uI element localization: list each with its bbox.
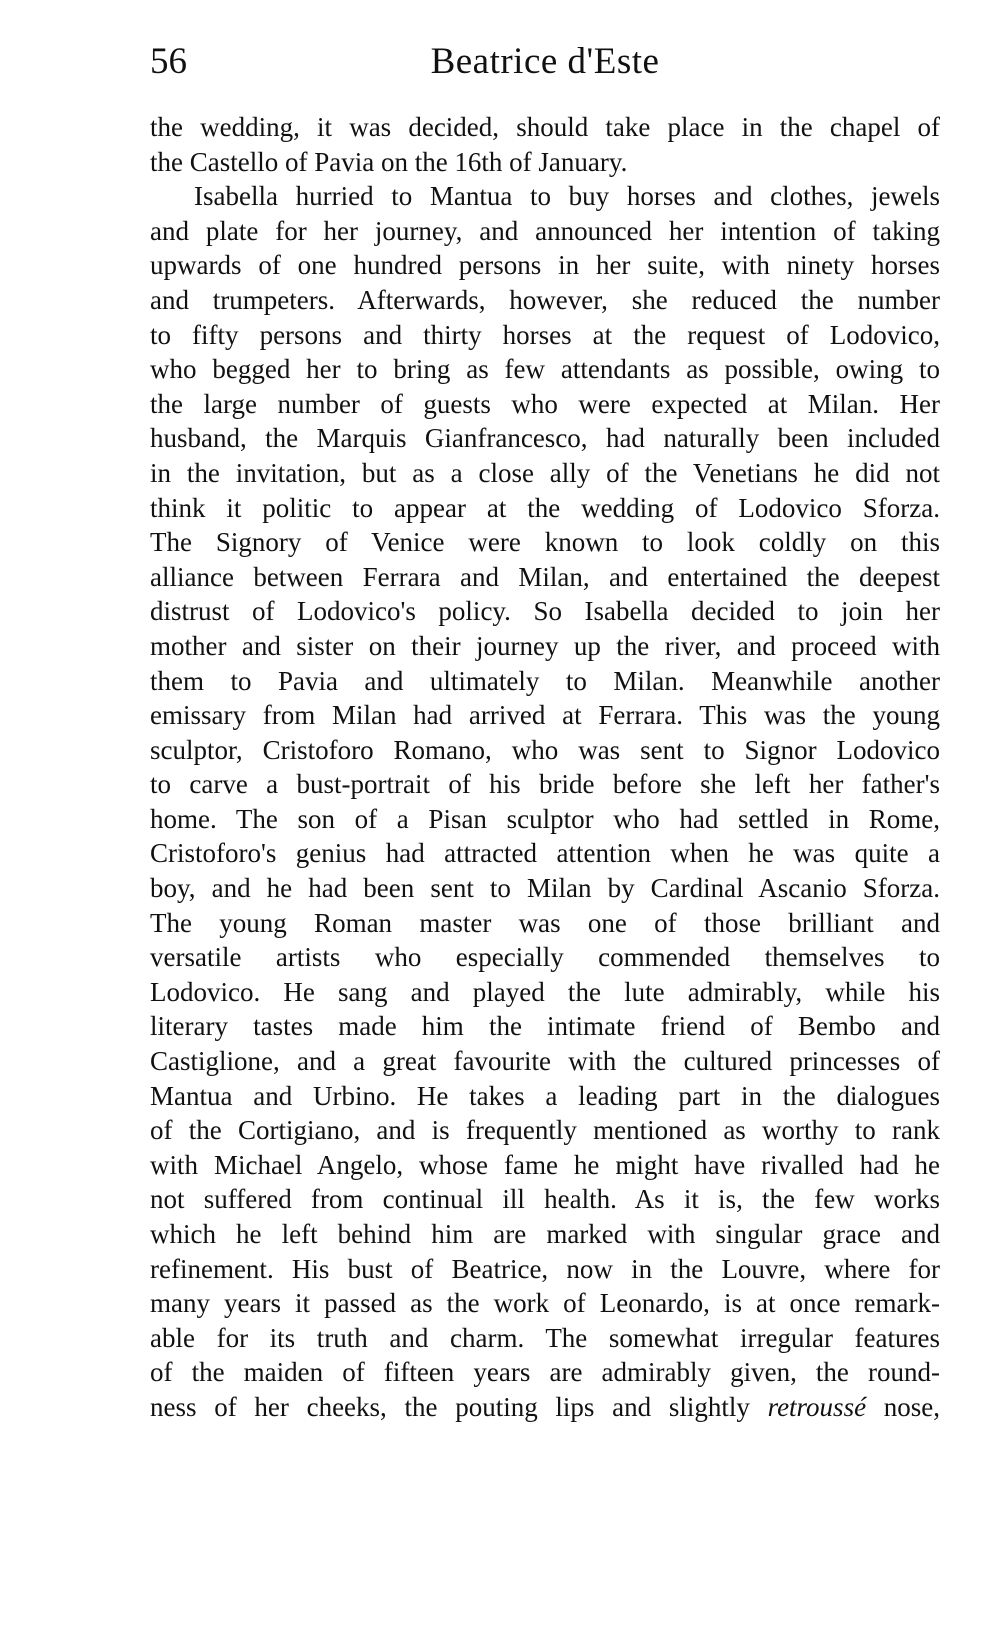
body-text bbox=[150, 110, 940, 1425]
text-line: the large number of guests who were expected at Milan. Her bbox=[150, 388, 940, 419]
text-line: in the invitation, but as a close ally of the Venetians he did not bbox=[150, 457, 940, 488]
text-line: Isabella hurried to Mantua to buy horses and clothes, jewels bbox=[194, 181, 940, 212]
text-line: which he left behind him are marked with singular grace and bbox=[150, 1219, 940, 1249]
text-line: The young Roman master was one of those brilliant and bbox=[150, 907, 940, 938]
italic-word: retroussé bbox=[767, 1391, 867, 1422]
text-line: and plate for her journey, and announced her intention of taking bbox=[150, 215, 940, 246]
text-line: Castiglione, and a great favourite with the cultured princesses of bbox=[150, 1046, 940, 1077]
text-line: The Signory of Venice were known to look coldly on this bbox=[150, 527, 940, 558]
text-line: home. The son of a Pisan sculptor who had settled in Rome, bbox=[150, 803, 940, 834]
text-line: to fifty persons and thirty horses at the request of Lodovico, bbox=[150, 319, 940, 350]
text-line: husband, the Marquis Gianfrancesco, had naturally been included bbox=[150, 423, 940, 454]
running-title: Beatrice d'Este bbox=[430, 41, 660, 82]
text-line: think it politic to appear at the wedding of Lodovico Sforza. bbox=[150, 492, 940, 523]
text-line: sculptor, Cristoforo Romano, who was sent to Signor Lodovico bbox=[150, 734, 940, 765]
text-line: and trumpeters. Afterwards, however, she reduced the number bbox=[150, 284, 940, 315]
text-line: boy, and he had been sent to Milan by Cardinal Ascanio Sforza. bbox=[150, 873, 940, 904]
text-line: mother and sister on their journey up the river, and proceed with bbox=[150, 630, 940, 661]
text-line: with Michael Angelo, whose fame he might have rivalled had he bbox=[150, 1149, 940, 1180]
text-line: Lodovico. He sang and played the lute admirably, while his bbox=[150, 976, 940, 1007]
text-line: to carve a bust-portrait of his bride before she left her father's bbox=[150, 769, 940, 800]
text-line: distrust of Lodovico's policy. So Isabella decided to join her bbox=[150, 596, 940, 627]
text-line: them to Pavia and ultimately to Milan. Meanwhile another bbox=[150, 665, 940, 696]
text-line: alliance between Ferrara and Milan, and entertained the deepest bbox=[150, 561, 940, 592]
text-line: Cristoforo's genius had attracted attention when he was quite a bbox=[150, 838, 940, 869]
final-line-start: ness of her cheeks, the pouting lips and slightly bbox=[150, 1391, 750, 1422]
text-line: the Castello of Pavia on the 16th of January. bbox=[150, 146, 628, 177]
final-line-end: nose, bbox=[883, 1391, 940, 1422]
text-line: of the maiden of fifteen years are admirably given, the round- bbox=[150, 1357, 940, 1388]
text-line: of the Cortigiano, and is frequently mentioned as worthy to rank bbox=[150, 1115, 940, 1146]
text-line: Mantua and Urbino. He takes a leading part in the dialogues bbox=[150, 1080, 940, 1111]
text-line: upwards of one hundred persons in her suite, with ninety horses bbox=[150, 250, 940, 281]
text-line: emissary from Milan had arrived at Ferrara. This was the young bbox=[150, 700, 940, 731]
text-line: not suffered from continual ill health. As it is, the few works bbox=[150, 1184, 940, 1215]
text-line: who begged her to bring as few attendants as possible, owing to bbox=[150, 354, 940, 385]
final-text-line bbox=[150, 1390, 940, 1425]
text-line: refinement. His bust of Beatrice, now in the Louvre, where for bbox=[150, 1253, 940, 1284]
page-number: 56 bbox=[150, 41, 187, 82]
page-header bbox=[150, 36, 940, 96]
text-line: many years it passed as the work of Leonardo, is at once remark- bbox=[150, 1288, 940, 1319]
text-line: literary tastes made him the intimate friend of Bembo and bbox=[150, 1011, 940, 1042]
text-line: the wedding, it was decided, should take place in the chapel of bbox=[150, 112, 940, 142]
text-line: versatile artists who especially commended themselves to bbox=[150, 942, 940, 973]
text-line: able for its truth and charm. The somewhat irregular features bbox=[150, 1322, 940, 1353]
